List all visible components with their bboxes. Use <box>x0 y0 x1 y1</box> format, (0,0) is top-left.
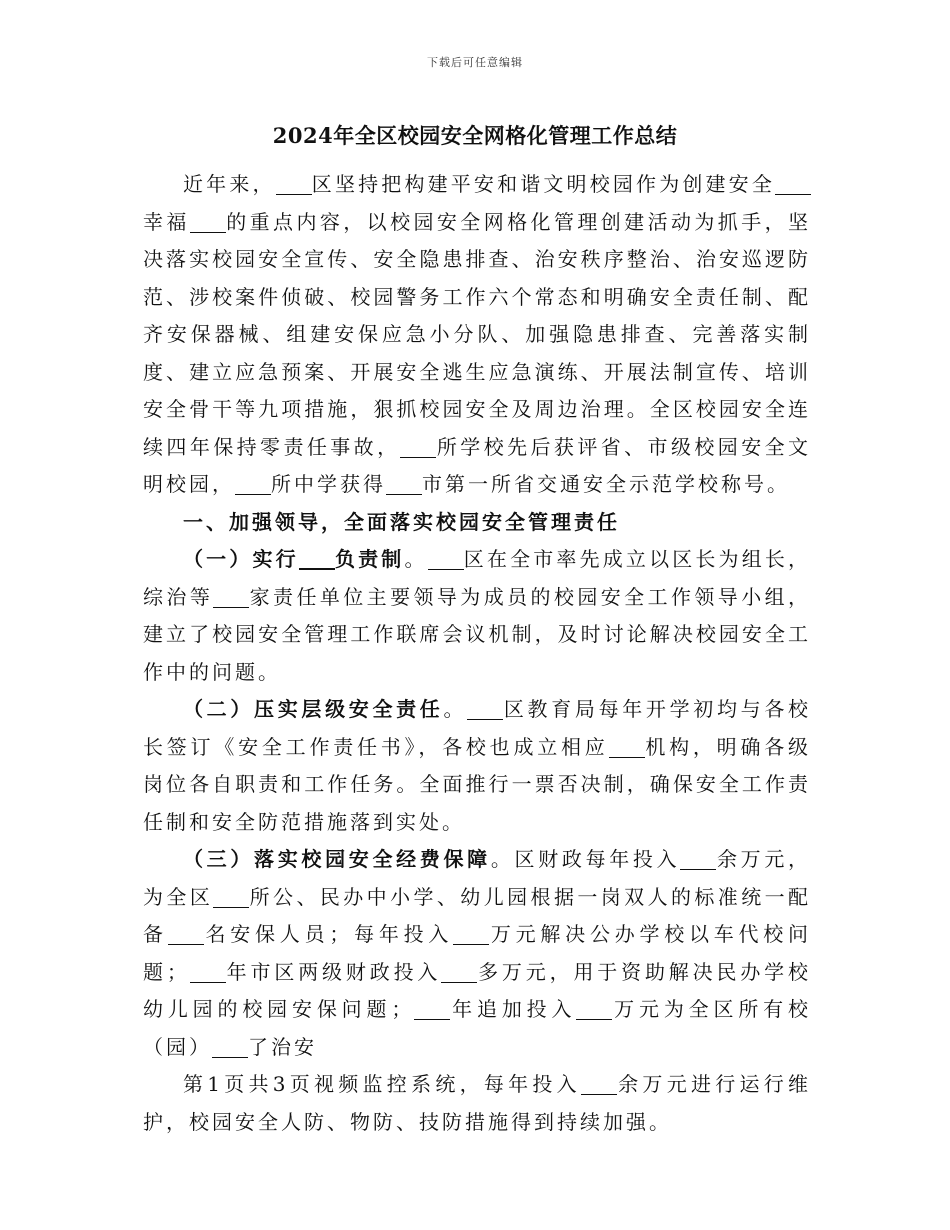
paragraph-lead: （三）落实校园安全经费保障 <box>183 847 491 871</box>
paragraph-lead: （一）实行 负责制 <box>183 547 405 571</box>
blank-field <box>213 887 249 908</box>
paragraph-4: 第1页共3页视频监控系统，每年投入 余万元进行运行维护，校园安全人防、物防、技防措施得到持续加强。 <box>143 1072 812 1134</box>
blank-field <box>414 999 450 1020</box>
blank-field <box>299 548 335 570</box>
document-title: 2024年全区校园安全网格化管理工作总结 <box>272 123 678 148</box>
blank-field <box>400 437 436 458</box>
blank-field <box>276 174 312 195</box>
blank-field <box>467 699 503 720</box>
blank-field <box>235 474 271 495</box>
paragraph-2: （二）压实层级安全责任。 区教育局每年开学初均与各校长签订《安全工作责任书》，各校也成立相应 机构，明确各级岗位各自职责和工作任务。全面推行一票否决制，确保安全工作责任制和安全防范措施落到实处。 <box>143 697 812 834</box>
intro-paragraph: 近年来， 区坚持把构建平安和谐文明校园作为创建安全幸福 的重点内容，以校园安全网格化管理创建活动为抓手，坚决落实校园安全宣传、安全隐患排查、治安秩序整治、治安巡逻防范、涉校案件侦破、校园警务工作六个常态和明确安全责任制、配齐安保器械、组建安保应急小分队、加强隐患排查、完善落实制度、建立应急预案、开展安全逃生应急演练、开展法制宣传、培训安全骨干等九项措施，狠抓校园安全及周边治理。全区校园安全连续四年保持零责任事故， 所学校先后获评省、市级校园安全文明校园， 所中学获得 市第一所省交通安全示范学校称号。 <box>143 172 812 496</box>
header-note: 下载后可任意编辑 <box>427 56 523 69</box>
blank-field <box>581 1074 617 1095</box>
blank-field <box>213 587 249 608</box>
blank-field <box>190 212 226 233</box>
blank-field <box>386 474 422 495</box>
paragraph-1: （一）实行 负责制。 区在全市率先成立以区长为组长，综治等 家责任单位主要领导为成员的校园安全工作领导小组，建立了校园安全管理工作联席会议机制，及时讨论解决校园安全工作中的问题。 <box>143 547 812 684</box>
section-heading: 一、加强领导，全面落实校园安全管理责任 <box>183 509 620 534</box>
blank-field <box>609 737 645 758</box>
blank-field <box>428 549 464 570</box>
blank-field <box>212 1037 248 1058</box>
blank-field <box>680 849 716 870</box>
blank-field <box>190 962 226 983</box>
blank-field <box>168 924 204 945</box>
blank-field <box>441 962 477 983</box>
blank-field <box>576 999 612 1020</box>
blank-field <box>453 924 489 945</box>
paragraph-lead: （二）压实层级安全责任 <box>183 697 444 721</box>
paragraph-3: （三）落实校园安全经费保障。区财政每年投入 余万元，为全区 所公、民办中小学、幼儿园根据一岗双人的标准统一配备 名安保人员；每年投入 万元解决公办学校以车代校问题； 年市区两级财政投入 多万元，用于资助解决民办学校幼儿园的校园安保问题； 年追加投入 万元为全区所有校（园） 了治安 <box>143 847 812 1059</box>
blank-field <box>775 174 811 195</box>
document-body <box>143 166 811 1141</box>
